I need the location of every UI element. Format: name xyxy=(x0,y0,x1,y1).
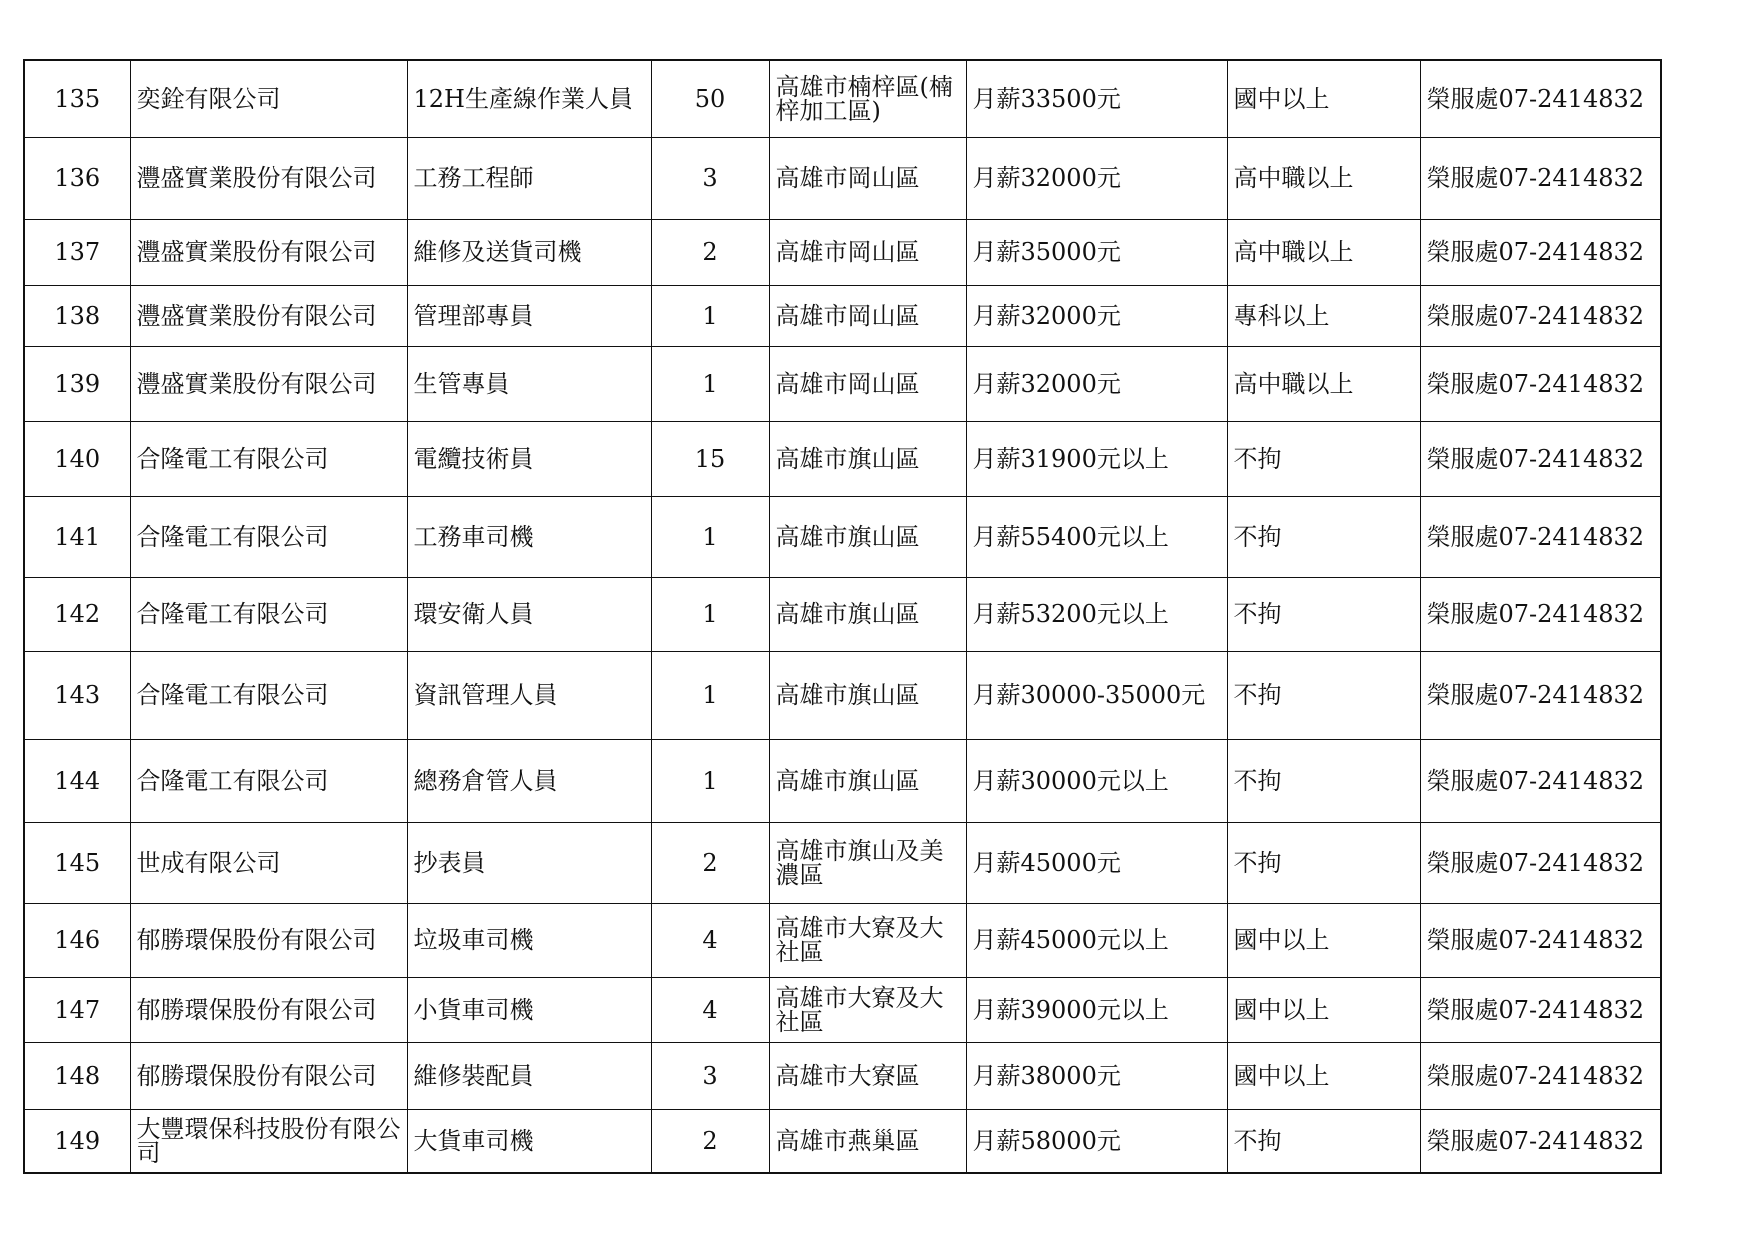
position-cell: 抄表員 xyxy=(407,822,651,903)
table-row xyxy=(24,822,1661,903)
headcount-cell: 2 xyxy=(651,822,769,903)
table-row xyxy=(24,651,1661,739)
headcount-cell: 1 xyxy=(651,346,769,421)
row-number-cell: 145 xyxy=(24,822,130,903)
salary-cell: 月薪33500元 xyxy=(966,60,1227,137)
table-row xyxy=(24,1042,1661,1109)
location-cell: 高雄市旗山及美濃區 xyxy=(769,822,966,903)
location-cell: 高雄市大寮及大社區 xyxy=(769,903,966,977)
row-number-cell: 148 xyxy=(24,1042,130,1109)
location-cell: 高雄市楠梓區(楠梓加工區) xyxy=(769,60,966,137)
table-row xyxy=(24,1109,1661,1173)
position-cell: 維修裝配員 xyxy=(407,1042,651,1109)
salary-cell: 月薪38000元 xyxy=(966,1042,1227,1109)
contact-cell: 榮服處07-2414832 xyxy=(1420,903,1661,977)
job-listing-table xyxy=(23,59,1662,1174)
company-cell: 大豐環保科技股份有限公司 xyxy=(130,1109,407,1173)
headcount-cell: 2 xyxy=(651,219,769,285)
contact-cell: 榮服處07-2414832 xyxy=(1420,137,1661,219)
company-cell: 灃盛實業股份有限公司 xyxy=(130,285,407,346)
contact-cell: 榮服處07-2414832 xyxy=(1420,977,1661,1042)
row-number-cell: 142 xyxy=(24,577,130,651)
table-row xyxy=(24,137,1661,219)
headcount-cell: 2 xyxy=(651,1109,769,1173)
location-cell: 高雄市岡山區 xyxy=(769,346,966,421)
contact-cell: 榮服處07-2414832 xyxy=(1420,219,1661,285)
salary-cell: 月薪39000元以上 xyxy=(966,977,1227,1042)
company-cell: 郁勝環保股份有限公司 xyxy=(130,903,407,977)
contact-cell: 榮服處07-2414832 xyxy=(1420,496,1661,577)
row-number-cell: 138 xyxy=(24,285,130,346)
salary-cell: 月薪45000元以上 xyxy=(966,903,1227,977)
education-cell: 高中職以上 xyxy=(1227,219,1420,285)
company-cell: 奕銓有限公司 xyxy=(130,60,407,137)
headcount-cell: 1 xyxy=(651,496,769,577)
education-cell: 不拘 xyxy=(1227,577,1420,651)
salary-cell: 月薪55400元以上 xyxy=(966,496,1227,577)
company-cell: 合隆電工有限公司 xyxy=(130,421,407,496)
education-cell: 國中以上 xyxy=(1227,1042,1420,1109)
table-row xyxy=(24,577,1661,651)
company-cell: 灃盛實業股份有限公司 xyxy=(130,137,407,219)
education-cell: 不拘 xyxy=(1227,1109,1420,1173)
headcount-cell: 4 xyxy=(651,977,769,1042)
location-cell: 高雄市旗山區 xyxy=(769,739,966,822)
company-cell: 灃盛實業股份有限公司 xyxy=(130,346,407,421)
headcount-cell: 4 xyxy=(651,903,769,977)
position-cell: 維修及送貨司機 xyxy=(407,219,651,285)
education-cell: 不拘 xyxy=(1227,496,1420,577)
contact-cell: 榮服處07-2414832 xyxy=(1420,421,1661,496)
headcount-cell: 15 xyxy=(651,421,769,496)
salary-cell: 月薪30000-35000元 xyxy=(966,651,1227,739)
contact-cell: 榮服處07-2414832 xyxy=(1420,739,1661,822)
location-cell: 高雄市大寮及大社區 xyxy=(769,977,966,1042)
row-number-cell: 139 xyxy=(24,346,130,421)
position-cell: 環安衛人員 xyxy=(407,577,651,651)
position-cell: 垃圾車司機 xyxy=(407,903,651,977)
row-number-cell: 144 xyxy=(24,739,130,822)
contact-cell: 榮服處07-2414832 xyxy=(1420,822,1661,903)
job-rows xyxy=(24,60,1661,1173)
salary-cell: 月薪32000元 xyxy=(966,137,1227,219)
table-row xyxy=(24,903,1661,977)
salary-cell: 月薪31900元以上 xyxy=(966,421,1227,496)
table-row xyxy=(24,346,1661,421)
position-cell: 小貨車司機 xyxy=(407,977,651,1042)
salary-cell: 月薪53200元以上 xyxy=(966,577,1227,651)
table-row xyxy=(24,977,1661,1042)
position-cell: 資訊管理人員 xyxy=(407,651,651,739)
company-cell: 世成有限公司 xyxy=(130,822,407,903)
headcount-cell: 1 xyxy=(651,577,769,651)
contact-cell: 榮服處07-2414832 xyxy=(1420,1042,1661,1109)
contact-cell: 榮服處07-2414832 xyxy=(1420,1109,1661,1173)
row-number-cell: 143 xyxy=(24,651,130,739)
education-cell: 不拘 xyxy=(1227,739,1420,822)
location-cell: 高雄市旗山區 xyxy=(769,421,966,496)
education-cell: 不拘 xyxy=(1227,651,1420,739)
table-row xyxy=(24,739,1661,822)
headcount-cell: 1 xyxy=(651,739,769,822)
salary-cell: 月薪30000元以上 xyxy=(966,739,1227,822)
location-cell: 高雄市岡山區 xyxy=(769,137,966,219)
position-cell: 管理部專員 xyxy=(407,285,651,346)
headcount-cell: 3 xyxy=(651,137,769,219)
table-row xyxy=(24,421,1661,496)
headcount-cell: 3 xyxy=(651,1042,769,1109)
company-cell: 合隆電工有限公司 xyxy=(130,577,407,651)
table-row xyxy=(24,219,1661,285)
location-cell: 高雄市岡山區 xyxy=(769,219,966,285)
contact-cell: 榮服處07-2414832 xyxy=(1420,346,1661,421)
education-cell: 國中以上 xyxy=(1227,903,1420,977)
education-cell: 高中職以上 xyxy=(1227,137,1420,219)
table-row xyxy=(24,60,1661,137)
company-cell: 灃盛實業股份有限公司 xyxy=(130,219,407,285)
education-cell: 專科以上 xyxy=(1227,285,1420,346)
education-cell: 不拘 xyxy=(1227,421,1420,496)
salary-cell: 月薪32000元 xyxy=(966,285,1227,346)
company-cell: 合隆電工有限公司 xyxy=(130,651,407,739)
table-row xyxy=(24,496,1661,577)
salary-cell: 月薪35000元 xyxy=(966,219,1227,285)
row-number-cell: 146 xyxy=(24,903,130,977)
row-number-cell: 135 xyxy=(24,60,130,137)
location-cell: 高雄市岡山區 xyxy=(769,285,966,346)
position-cell: 工務工程師 xyxy=(407,137,651,219)
row-number-cell: 147 xyxy=(24,977,130,1042)
contact-cell: 榮服處07-2414832 xyxy=(1420,577,1661,651)
salary-cell: 月薪32000元 xyxy=(966,346,1227,421)
location-cell: 高雄市旗山區 xyxy=(769,577,966,651)
row-number-cell: 137 xyxy=(24,219,130,285)
contact-cell: 榮服處07-2414832 xyxy=(1420,285,1661,346)
education-cell: 國中以上 xyxy=(1227,60,1420,137)
position-cell: 工務車司機 xyxy=(407,496,651,577)
education-cell: 國中以上 xyxy=(1227,977,1420,1042)
salary-cell: 月薪58000元 xyxy=(966,1109,1227,1173)
location-cell: 高雄市大寮區 xyxy=(769,1042,966,1109)
position-cell: 總務倉管人員 xyxy=(407,739,651,822)
location-cell: 高雄市旗山區 xyxy=(769,496,966,577)
headcount-cell: 50 xyxy=(651,60,769,137)
company-cell: 合隆電工有限公司 xyxy=(130,739,407,822)
company-cell: 郁勝環保股份有限公司 xyxy=(130,977,407,1042)
company-cell: 郁勝環保股份有限公司 xyxy=(130,1042,407,1109)
location-cell: 高雄市旗山區 xyxy=(769,651,966,739)
row-number-cell: 149 xyxy=(24,1109,130,1173)
headcount-cell: 1 xyxy=(651,285,769,346)
headcount-cell: 1 xyxy=(651,651,769,739)
row-number-cell: 140 xyxy=(24,421,130,496)
table-row xyxy=(24,285,1661,346)
education-cell: 高中職以上 xyxy=(1227,346,1420,421)
contact-cell: 榮服處07-2414832 xyxy=(1420,60,1661,137)
education-cell: 不拘 xyxy=(1227,822,1420,903)
position-cell: 生管專員 xyxy=(407,346,651,421)
location-cell: 高雄市燕巢區 xyxy=(769,1109,966,1173)
contact-cell: 榮服處07-2414832 xyxy=(1420,651,1661,739)
company-cell: 合隆電工有限公司 xyxy=(130,496,407,577)
position-cell: 大貨車司機 xyxy=(407,1109,651,1173)
row-number-cell: 136 xyxy=(24,137,130,219)
row-number-cell: 141 xyxy=(24,496,130,577)
salary-cell: 月薪45000元 xyxy=(966,822,1227,903)
position-cell: 12H生產線作業人員 xyxy=(407,60,651,137)
position-cell: 電纜技術員 xyxy=(407,421,651,496)
